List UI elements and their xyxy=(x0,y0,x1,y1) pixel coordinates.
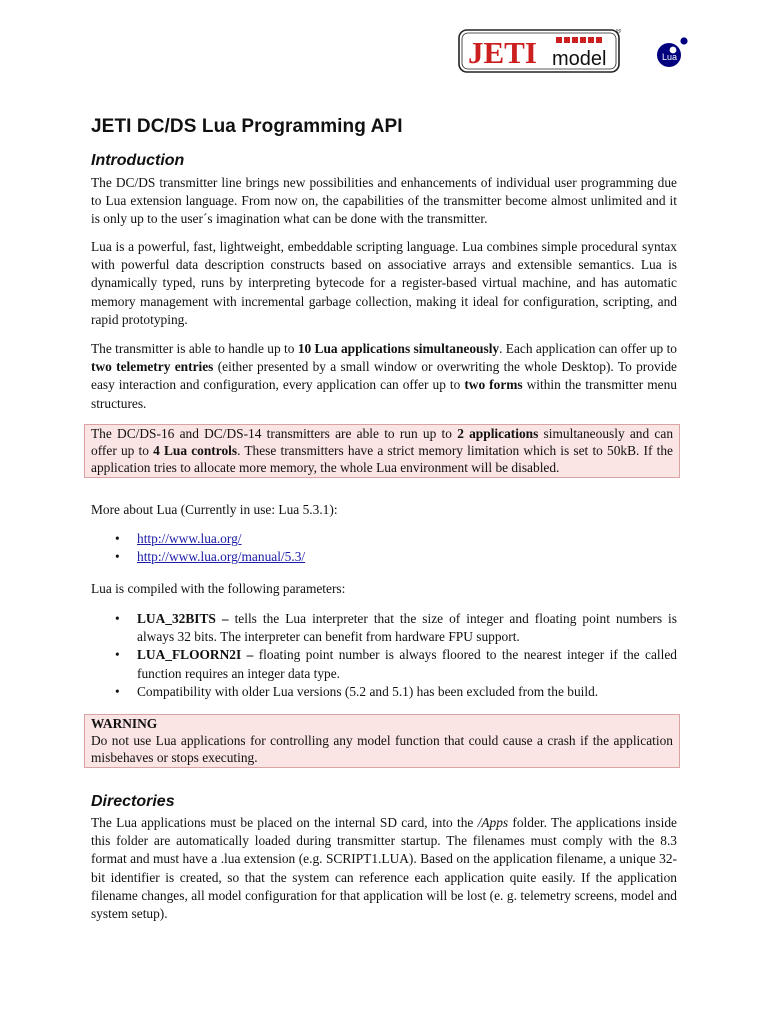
list-item xyxy=(91,530,677,548)
link-lua-manual[interactable]: http://www.lua.org/manual/5.3/ xyxy=(137,549,306,565)
directories-heading: Directories xyxy=(91,793,175,810)
lua-links-list xyxy=(91,530,677,566)
list-item xyxy=(91,646,677,682)
param-name: LUA_FLOORN2I – xyxy=(137,647,259,663)
warning-title: WARNING xyxy=(91,716,158,731)
bold-10-apps: 10 Lua applications simultaneously xyxy=(297,341,500,356)
warning-text: Do not use Lua applications for controlling any model function that could cause a crash if the application misbehaves or stops executing. xyxy=(91,732,673,765)
list-item xyxy=(91,683,677,701)
directories-paragraph: The Lua applications must be placed on the internal SD card, into the /Apps folder. The applications inside this folder are automatically loaded during transmitter startup. The filenames must comply with the 8.3 format and must have a .lua extension (e.g. SCRIPT1.LUA). Based on the application filename, a unique 32-bit identifier is created, so that the system can reference each application quite easily. If the application filename changes, all model configuration for that application will be lost (e. g. telemetry screens, model and system setup). xyxy=(91,815,677,922)
list-item xyxy=(91,610,677,646)
bold-4-lua-controls: 4 Lua controls xyxy=(153,442,238,458)
bold-telemetry-entries: two telemetry entries xyxy=(91,359,214,375)
list-item xyxy=(91,548,677,566)
link-lua-org[interactable]: http://www.lua.org/ xyxy=(137,531,242,546)
compiled-intro: Lua is compiled with the following parameters: xyxy=(91,581,346,596)
bullet-icon: • xyxy=(115,683,120,699)
intro-paragraph-2: Lua is a powerful, fast, lightweight, embeddable scripting language. Lua combines simple procedural syntax with powerful data description constructs based on associative arrays and extensible semantics. Lua is dynamically typed, runs by interpreting bytecode for a register-based virtual machine, and has automatic memory management with incremental garbage collection, making it ideal for configuration, scripting, and rapid prototyping. xyxy=(91,239,677,327)
warning-box xyxy=(84,714,680,768)
logo-registered: ® xyxy=(616,29,622,35)
param-text: Compatibility with older Lua versions (5.2 and 5.1) has been excluded from the build. xyxy=(137,683,599,699)
param-text: floating point number is always floored to the nearest integer if the called function requires an integer data type. xyxy=(137,647,677,681)
apps-folder: /Apps xyxy=(477,815,509,830)
bullet-icon: • xyxy=(115,611,120,626)
jeti-model-logo xyxy=(458,29,622,73)
bullet-icon: • xyxy=(115,549,120,565)
introduction-heading: Introduction xyxy=(91,152,185,169)
lua-logo-text: Lua xyxy=(662,52,678,62)
bold-2-applications: 2 applications xyxy=(457,426,539,441)
logo-jeti-text: JETI xyxy=(468,35,537,70)
bold-two-forms: two forms xyxy=(464,377,523,393)
lua-logo xyxy=(654,36,690,72)
more-about-lua: More about Lua (Currently in use: Lua 5.3.1): xyxy=(91,502,338,517)
memory-limit-note: The DC/DS-16 and DC/DS-14 transmitters are able to run up to 2 applications simultaneously and can offer up to 4 Lua controls. These transmitters have a strict memory limitation which is set to 50kB. If the application tries to allocate more memory, the whole Lua environment will be disabled. xyxy=(84,424,680,478)
compile-params-list xyxy=(91,610,677,701)
page-title: JETI DC/DS Lua Programming API xyxy=(91,116,403,137)
bullet-icon: • xyxy=(115,531,120,546)
intro-paragraph-1: The DC/DS transmitter line brings new possibilities and enhancements of individual user programming due to Lua extension language. From now on, the capabilities of the transmitter become almost unlimited and it is only up to the user´s imagination what can be done with the transmitter. xyxy=(91,175,677,227)
logo-model-text: model xyxy=(552,48,607,70)
param-text: tells the Lua interpreter that the size of integer and floating point numbers is always 32 bits. The interpreter can benefit from hardware FPU support. xyxy=(137,611,677,645)
bullet-icon: • xyxy=(115,647,120,663)
intro-paragraph-3: The transmitter is able to handle up to 10 Lua applications simultaneously. Each application can offer up to two telemetry entries (either presented by a small window or overwriting the whole Desktop). To provide easy interaction and configuration, every application can offer up to two forms within the transmitter menu structures. xyxy=(91,341,677,411)
param-name: LUA_32BITS – xyxy=(137,611,235,626)
